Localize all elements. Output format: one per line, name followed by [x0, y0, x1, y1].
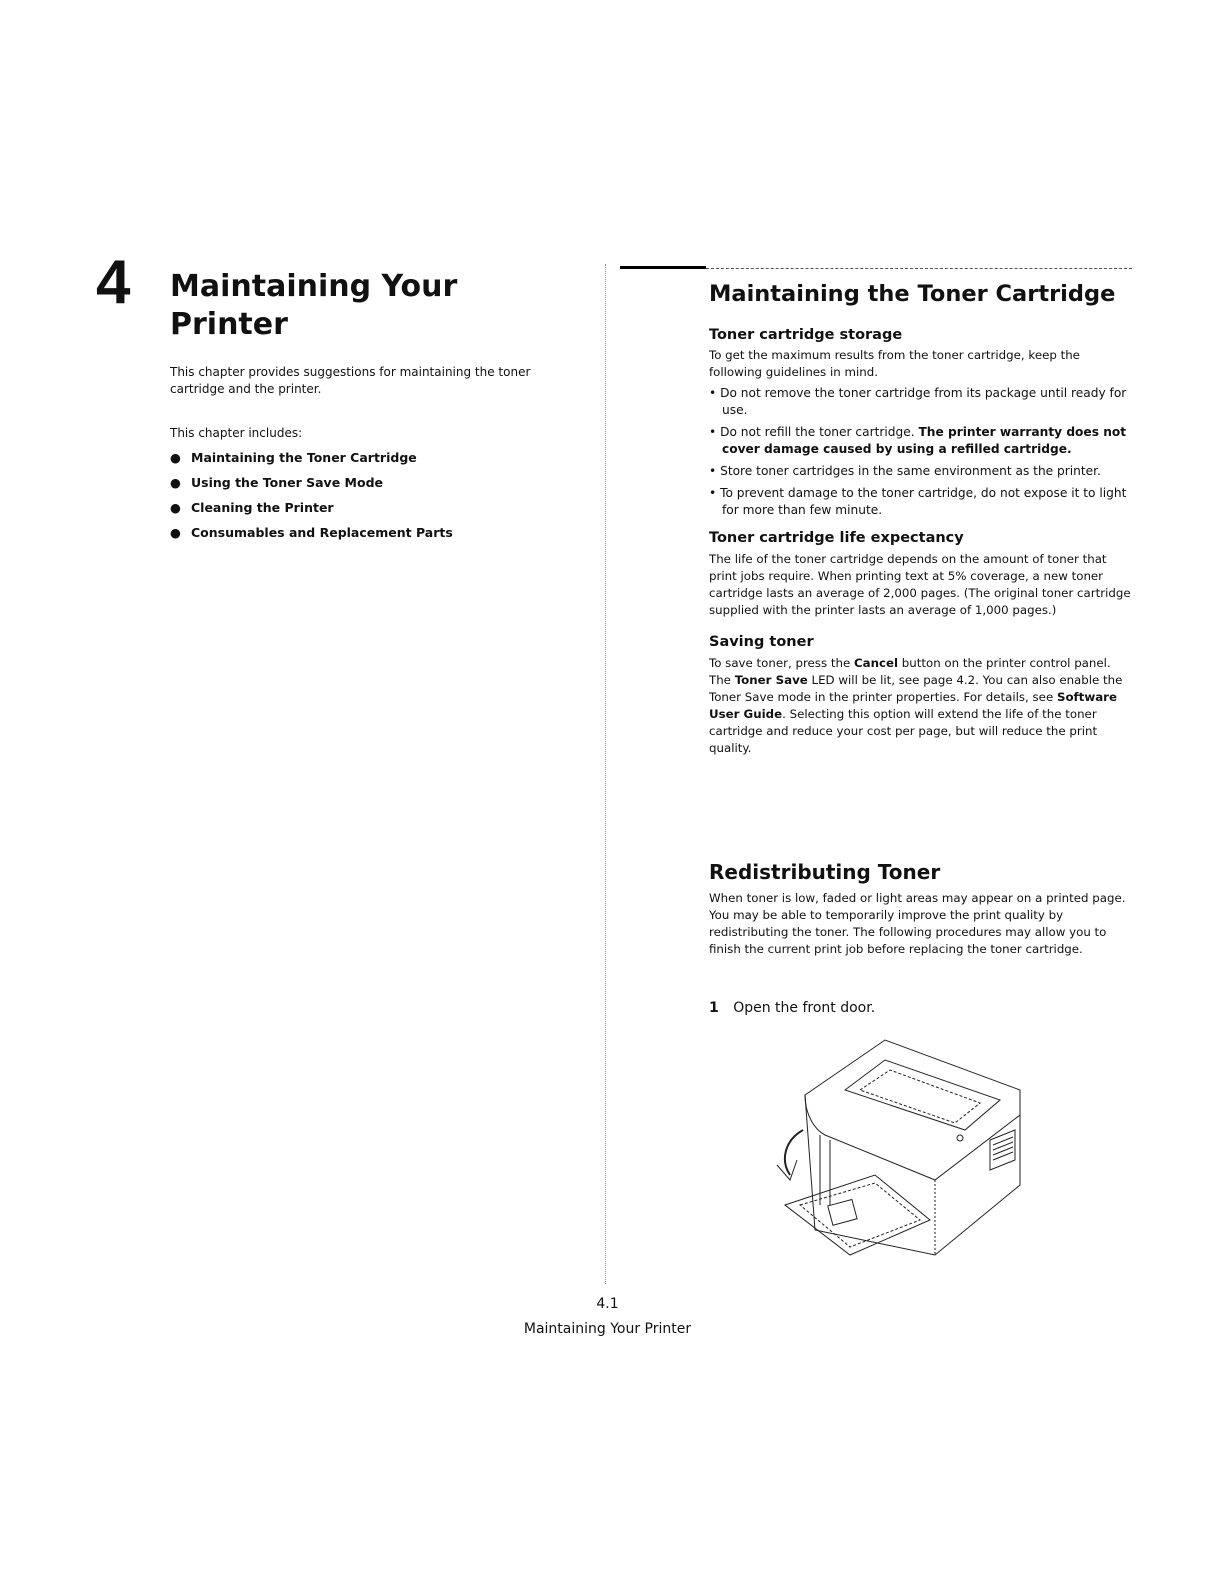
- section-toner-cartridge: [709, 280, 1134, 757]
- storage-guidelines: [709, 385, 1134, 519]
- toc-link[interactable]: Maintaining the Toner Cartridge: [191, 450, 417, 465]
- toc-item[interactable]: ● Maintaining the Toner Cartridge: [170, 450, 417, 465]
- list-item: • Do not refill the toner cartridge. The printer warranty does not cover damage caused by using a refilled cartridge.: [709, 425, 1127, 456]
- includes-label: This chapter includes:: [170, 426, 303, 440]
- storage-intro: To get the maximum results from the toner cartridge, keep the following guidelines in mind.: [709, 348, 1080, 379]
- section-rule: [620, 266, 706, 269]
- column-divider: [605, 264, 606, 1284]
- toc-item[interactable]: ● Cleaning the Printer: [170, 500, 334, 515]
- printer-open-door-illustration: [755, 1035, 1045, 1260]
- section-rule-dashed: [706, 268, 1132, 269]
- subheading-storage: Toner cartridge storage: [709, 327, 903, 343]
- section-redistributing: [709, 858, 1134, 958]
- list-item: • Do not remove the toner cartridge from its package until ready for use.: [709, 386, 1127, 417]
- saving-body: To save toner, press the Cancel button on the printer control panel. The Toner Save LED will be lit, see page 4.2. You can also enable the Toner Save mode in the printer properties. For details, see Software User Guide. Selecting this option will extend the life of the toner cartridge and reduce your cost per page, but will reduce the print quality.: [709, 656, 1123, 755]
- section-title: Redistributing Toner: [709, 860, 941, 884]
- list-item: • To prevent damage to the toner cartridge, do not expose it to light for more than few minute.: [709, 486, 1127, 517]
- chapter-title: Maintaining Your Printer: [170, 269, 458, 342]
- step-1: [709, 1000, 875, 1016]
- subheading-saving: Saving toner: [709, 634, 814, 650]
- redistribute-body: When toner is low, faded or light areas may appear on a printed page. You may be able to temporarily improve the print quality by redistributing the toner. The following procedures may allow you to finish the current print job before replacing the toner cartridge.: [709, 891, 1126, 956]
- toc-item[interactable]: ● Consumables and Replacement Parts: [170, 525, 453, 540]
- step-text: Open the front door.: [733, 1000, 876, 1016]
- section-title: Maintaining the Toner Cartridge: [709, 281, 1116, 307]
- toc-link[interactable]: Cleaning the Printer: [191, 500, 334, 515]
- life-body: The life of the toner cartridge depends on the amount of toner that print jobs require. When printing text at 5% coverage, a new toner cartridge lasts an average of 2,000 pages. (The original toner cartridge supplied with the printer lasts an average of 1,000 pages.): [709, 552, 1131, 617]
- chapter-number: 4: [96, 248, 131, 317]
- toc-item[interactable]: ● Using the Toner Save Mode: [170, 475, 383, 490]
- toc-link[interactable]: Using the Toner Save Mode: [191, 475, 383, 490]
- toc-link[interactable]: Consumables and Replacement Parts: [191, 525, 453, 540]
- page-number: 4.1: [596, 1296, 619, 1312]
- list-item: • Store toner cartridges in the same environment as the printer.: [709, 464, 1101, 478]
- chapter-intro: This chapter provides suggestions for maintaining the toner cartridge and the printer.: [170, 365, 531, 396]
- subheading-life: Toner cartridge life expectancy: [709, 530, 964, 546]
- footer-title: Maintaining Your Printer: [523, 1321, 692, 1337]
- step-number: 1: [709, 1000, 719, 1016]
- chapter-toc: [170, 449, 453, 549]
